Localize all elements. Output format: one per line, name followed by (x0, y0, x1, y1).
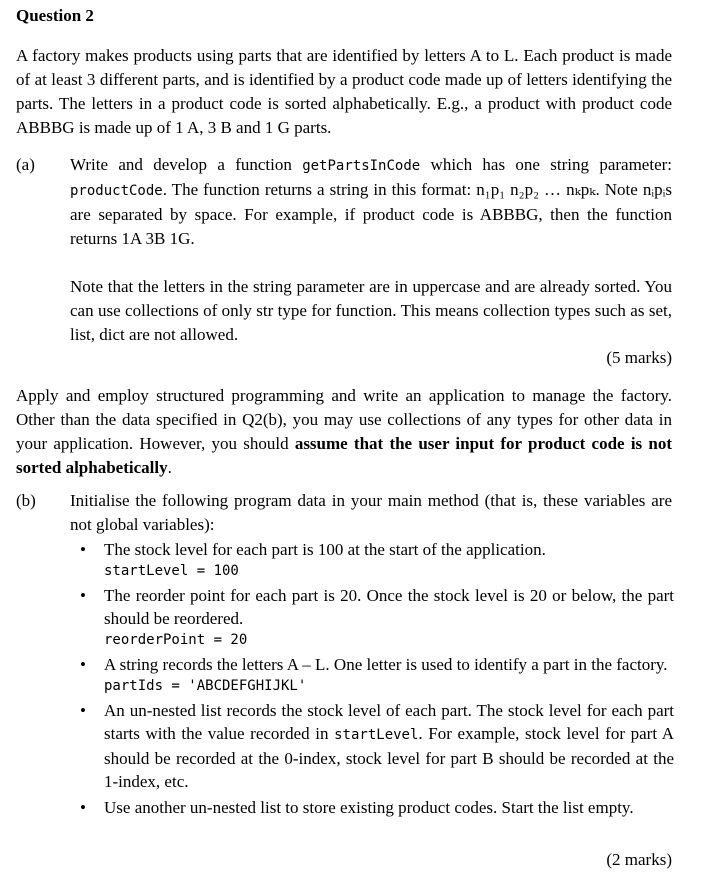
apply-paragraph (16, 384, 672, 480)
bullet-3-code: partIds = 'ABCDEFGHIJKL' (104, 678, 307, 694)
question-intro: A factory makes products using parts that are identified by letters A to L. Each product is made of at least 3 different parts, and is identified by a product code made up of letters identifying the parts. The letters in a product code is sorted alphabetically. E.g., a product with product code ABBBG is made up of 1 A, 3 B and 1 G parts. (16, 46, 672, 137)
apply-text-post: . (167, 458, 172, 477)
part-b-label: (b) (16, 491, 36, 510)
list-item (70, 584, 674, 650)
bullet-5-text: Use another un-nested list to store existing product codes. Start the list empty. (104, 798, 634, 817)
part-a-p1-pre: Write and develop a function (70, 155, 303, 174)
part-a-p1-post2: . Note nᵢpᵢs are separated by space. For example, if product code is ABBBG, then the function returns 1A 3B 1G. (70, 180, 672, 248)
part-b-bullet-list (70, 538, 674, 822)
bullet-4-pre: An un-nested list records the stock level of each part. The stock level for each part starts with the value recorded in (104, 701, 674, 743)
part-a-p1-mid: which has one string parameter: (420, 155, 672, 174)
bullet-3-text: A string records the letters A – L. One letter is used to identify a part in the factory. (104, 655, 668, 674)
part-a-paragraph-1 (70, 153, 672, 251)
bullet-icon: • (80, 798, 86, 817)
bullet-2-text: The reorder point for each part is 20. Once the stock level is 20 or below, the part should be reordered. (104, 586, 674, 628)
part-a-p1-post1: . The function returns a string in this format: (162, 180, 477, 199)
bullet-icon: • (80, 586, 86, 605)
list-item (70, 796, 674, 819)
bullet-icon: • (80, 701, 86, 720)
bullet-4-code: startLevel (334, 727, 419, 743)
apply-text-bold: assume that the user input for product code is not sorted alphabetically (16, 434, 673, 477)
part-b-intro: Initialise the following program data in your main method (that is, these variables are not global variables): (70, 491, 672, 534)
parameter-name: productCode (70, 183, 163, 199)
return-format: n₁p₁ n₂p₂ … nₖpₖ (476, 180, 596, 199)
bullet-1-text: The stock level for each part is 100 at the start of the application. (104, 540, 546, 559)
apply-text-pre: Apply and employ structured programming and write an application to manage the factory. Other than the data specified in Q2(b), you may use collections of any types for other data in your application. However, you should (16, 386, 672, 453)
bullet-2-code: reorderPoint = 20 (104, 632, 248, 648)
list-item (70, 538, 674, 581)
function-name: getPartsInCode (302, 158, 421, 174)
question-title: Question 2 (16, 6, 94, 25)
list-item (70, 699, 674, 793)
bullet-icon: • (80, 540, 86, 559)
bullet-icon: • (80, 655, 86, 674)
part-b-marks: (2 marks) (606, 850, 672, 869)
list-item (70, 653, 674, 696)
part-a-paragraph-2: Note that the letters in the string parameter are in uppercase and are already sorted. You can use collections of only str type for function. This means collection types such as set, list, dict are not allowed. (70, 277, 672, 344)
part-a-label: (a) (16, 155, 35, 174)
bullet-1-code: startLevel = 100 (104, 563, 239, 579)
bullet-4-post: . For example, stock level for part A should be recorded at the 0-index, stock level for part B should be recorded at the 1-index, etc. (104, 724, 674, 791)
part-a-marks: (5 marks) (606, 348, 672, 367)
